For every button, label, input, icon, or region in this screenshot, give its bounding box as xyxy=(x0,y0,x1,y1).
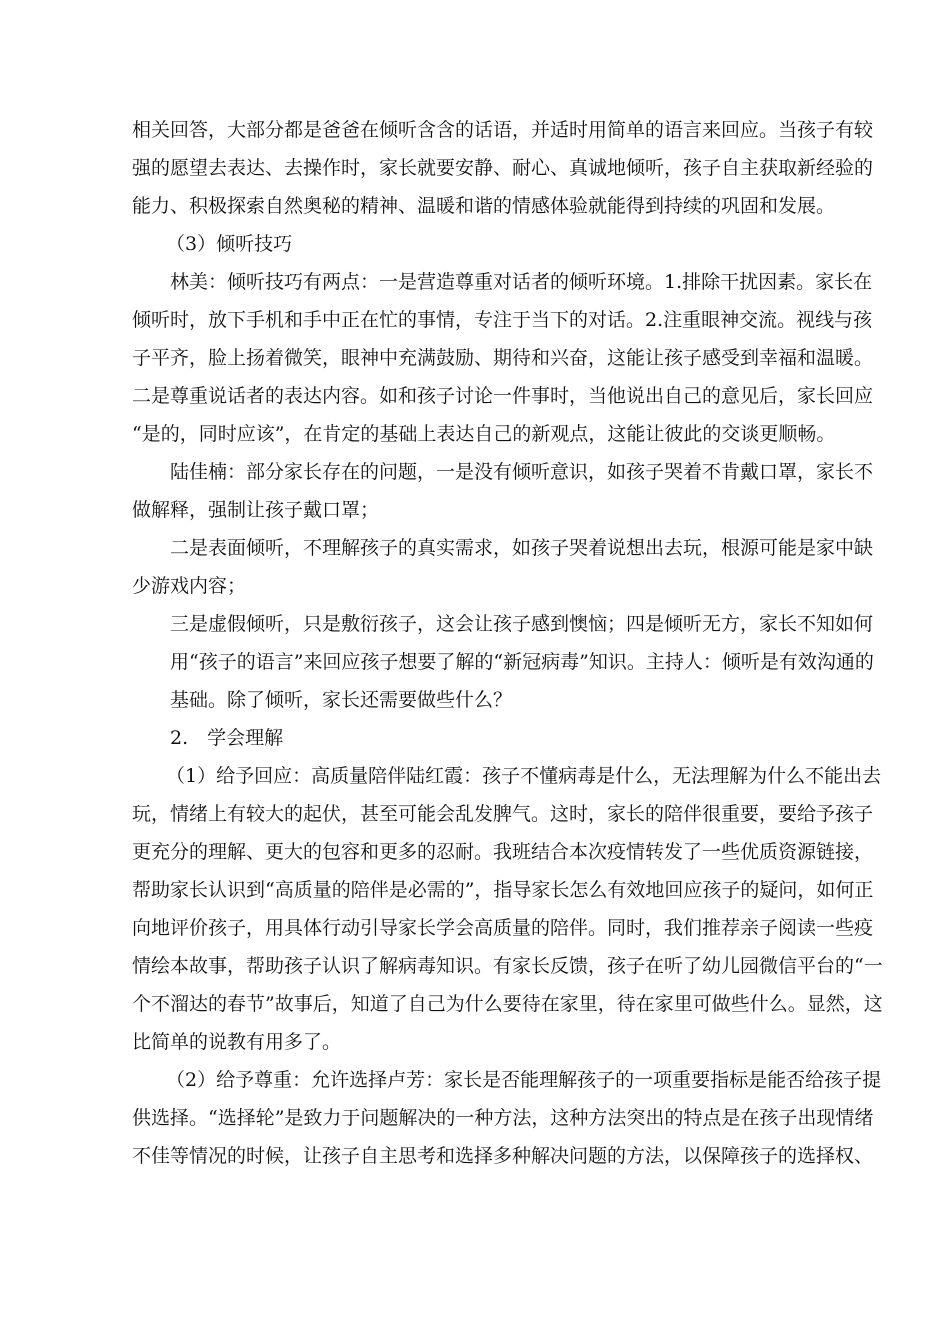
paragraph-line: 用“孩子的语言”来回应孩子想要了解的“新冠病毒”知识。主持人：倾听是有效沟通的 xyxy=(170,651,874,673)
paragraph-line: 能力、积极探索自然奥秘的精神、温暖和谐的情感体验就能得到持续的巩固和发展。 xyxy=(132,195,836,217)
paragraph-line: 强的愿望去表达、去操作时，家长就要安静、耐心、真诚地倾听，孩子自主获取新经验的 xyxy=(132,157,874,179)
paragraph-line: 二是尊重说话者的表达内容。如和孩子讨论一件事时，当他说出自己的意见后，家长回应 xyxy=(132,385,874,407)
paragraph-line: 相关回答，大部分都是爸爸在倾听含含的话语，并适时用简单的语言来回应。当孩子有较 xyxy=(132,119,874,141)
paragraph-line: 比简单的说教有用多了。 xyxy=(132,1031,342,1053)
paragraph-line: 三是虚假倾听，只是敷衍孩子，这会让孩子感到懊恼；四是倾听无方，家长不知如何 xyxy=(170,613,874,635)
paragraph-line: 个不溜达的春节”故事后，知道了自己为什么要待在家里，待在家里可做些什么。显然，这 xyxy=(132,993,883,1015)
paragraph-line: 帮助家长认识到“高质量的陪伴是必需的”，指导家长怎么有效地回应孩子的疑问，如何正 xyxy=(132,879,874,901)
paragraph-line: 子平齐，脸上扬着微笑，眼神中充满鼓励、期待和兴奋，这能让孩子感受到幸福和温暖。 xyxy=(132,347,874,369)
section-heading: （3）倾听技巧 xyxy=(166,233,293,255)
paragraph-line: 二是表面倾听，不理解孩子的真实需求，如孩子哭着说想出去玩，根源可能是家中缺 xyxy=(170,537,874,559)
paragraph-line: 少游戏内容； xyxy=(132,575,247,597)
paragraph-line: 情绘本故事，帮助孩子认识了解病毒知识。有家长反馈，孩子在听了幼儿园微信平台的“一 xyxy=(132,955,883,977)
paragraph-line: 供选择。“选择轮”是致力于问题解决的一种方法，这种方法突出的特点是在孩子出现情绪 xyxy=(132,1107,874,1129)
paragraph-line: （1）给予回应：高质量陪伴陆红霞：孩子不懂病毒是什么，无法理解为什么不能出去 xyxy=(166,765,882,787)
paragraph-line: 玩，情绪上有较大的起伏，甚至可能会乱发脾气。这时，家长的陪伴很重要，要给予孩子 xyxy=(132,803,874,825)
paragraph-line: 更充分的理解、更大的包容和更多的忍耐。我班结合本次疫情转发了一些优质资源链接， xyxy=(132,841,874,863)
section-heading: 2. 学会理解 xyxy=(170,727,284,749)
paragraph-line: 林美：倾听技巧有两点：一是营造尊重对话者的倾听环境。1.排除干扰因素。家长在 xyxy=(170,271,873,293)
paragraph-line: “是的，同时应该”，在肯定的基础上表达自己的新观点，这能让彼此的交谈更顺畅。 xyxy=(132,423,836,445)
paragraph-line: 倾听时，放下手机和手中正在忙的事情，专注于当下的对话。2.注重眼神交流。视线与孩 xyxy=(132,309,873,331)
paragraph-line: 做解释，强制让孩子戴口罩； xyxy=(132,499,380,521)
paragraph-line: （2）给予尊重：允许选择卢芳：家长是否能理解孩子的一项重要指标是能否给孩子提 xyxy=(166,1069,882,1091)
paragraph-line: 陆佳楠：部分家长存在的问题，一是没有倾听意识，如孩子哭着不肯戴口罩，家长不 xyxy=(170,461,874,483)
paragraph-line: 向地评价孩子，用具体行动引导家长学会高质量的陪伴。同时，我们推荐亲子阅读一些疫 xyxy=(132,917,874,939)
paragraph-line: 基础。除了倾听，家长还需要做些什么？ xyxy=(170,689,513,711)
paragraph-line: 不佳等情况的时候，让孩子自主思考和选择多种解决问题的方法，以保障孩子的选择权、 xyxy=(132,1145,874,1167)
